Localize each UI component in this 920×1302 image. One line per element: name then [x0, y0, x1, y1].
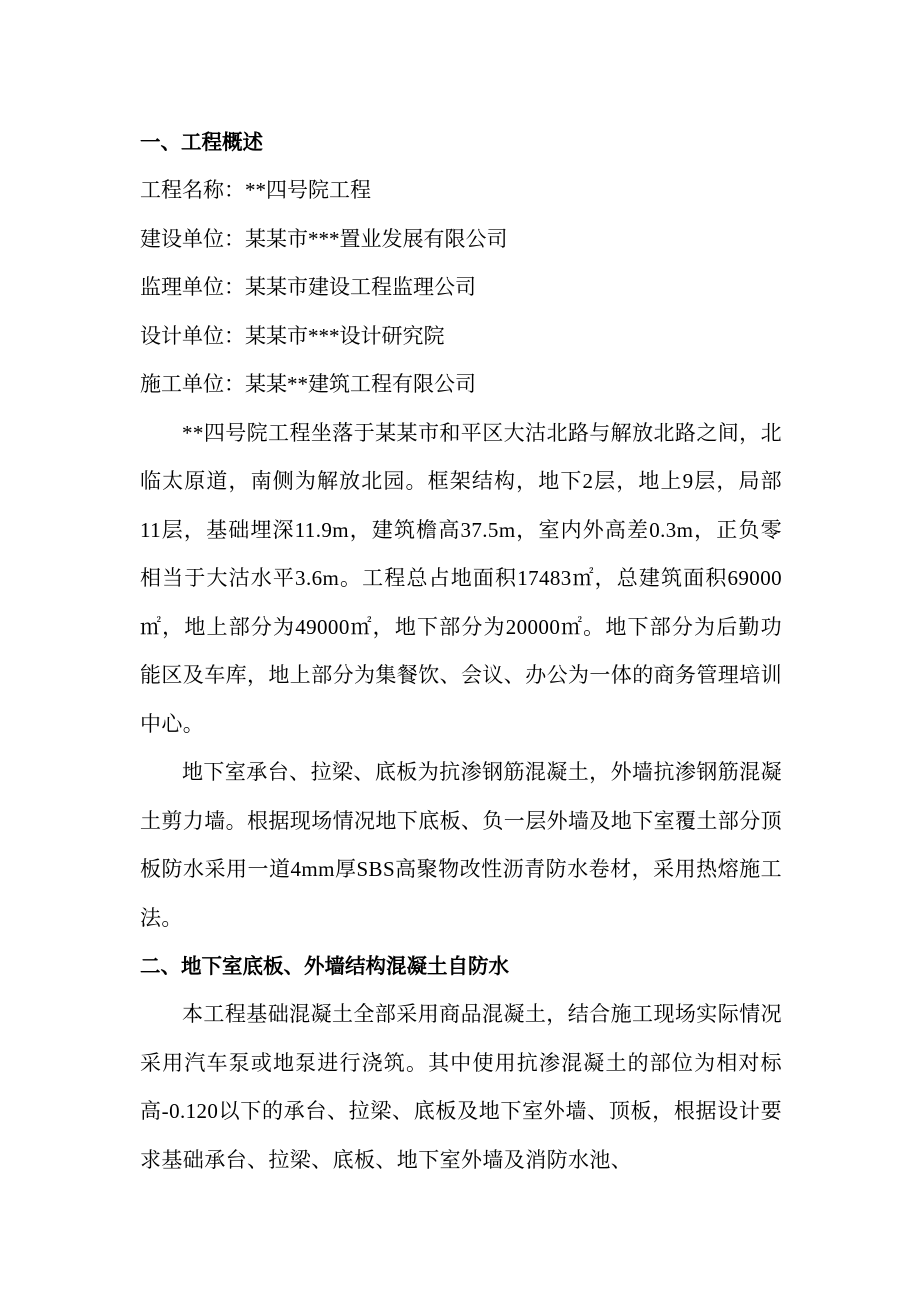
project-description-paragraph: **四号院工程坐落于某某市和平区大沽北路与解放北路之间，北临太原道，南侧为解放北园。框架结构，地下2层，地上9层，局部11层，基础埋深11.9m，建筑檐高37.5m，室内外高差0.3m，正负零相当于大沽水平3.6m。工程总占地面积17483㎡，总建筑面积69000㎡，地上部分为49000㎡，地下部分为20000㎡。地下部分为后勤功能区及车库，地上部分为集餐饮、会议、办公为一体的商务管理培训中心。 — [140, 420, 782, 736]
construction-unit-line: 建设单位：某某市***置业发展有限公司 — [140, 226, 508, 251]
section-heading-overview: 一、工程概述 — [140, 130, 263, 154]
project-name-line: 工程名称：**四号院工程 — [140, 178, 371, 202]
section-heading-basement-waterproofing: 二、地下室底板、外墙结构混凝土自防水 — [140, 954, 509, 978]
builder-unit-line: 施工单位：某某**建筑工程有限公司 — [140, 372, 476, 396]
concrete-paragraph: 本工程基础混凝土全部采用商品混凝土，结合施工现场实际情况采用汽车泵或地泵进行浇筑。其中使用抗渗混凝土的部位为相对标高-0.120以下的承台、拉梁、底板及地下室外墙、顶板，根据设计要求基础承台、拉梁、底板、地下室外墙及消防水池、 — [140, 1002, 782, 1172]
design-unit-line: 设计单位：某某市***设计研究院 — [140, 323, 445, 348]
waterproofing-paragraph: 地下室承台、拉梁、底板为抗渗钢筋混凝土，外墙抗渗钢筋混凝土剪力墙。根据现场情况地下底板、负一层外墙及地下室覆土部分顶板防水采用一道4mm厚SBS高聚物改性沥青防水卷材，采用热熔施工法。 — [140, 760, 782, 930]
supervision-unit-line: 监理单位：某某市建设工程监理公司 — [140, 275, 476, 299]
document-page — [140, 118, 782, 1184]
